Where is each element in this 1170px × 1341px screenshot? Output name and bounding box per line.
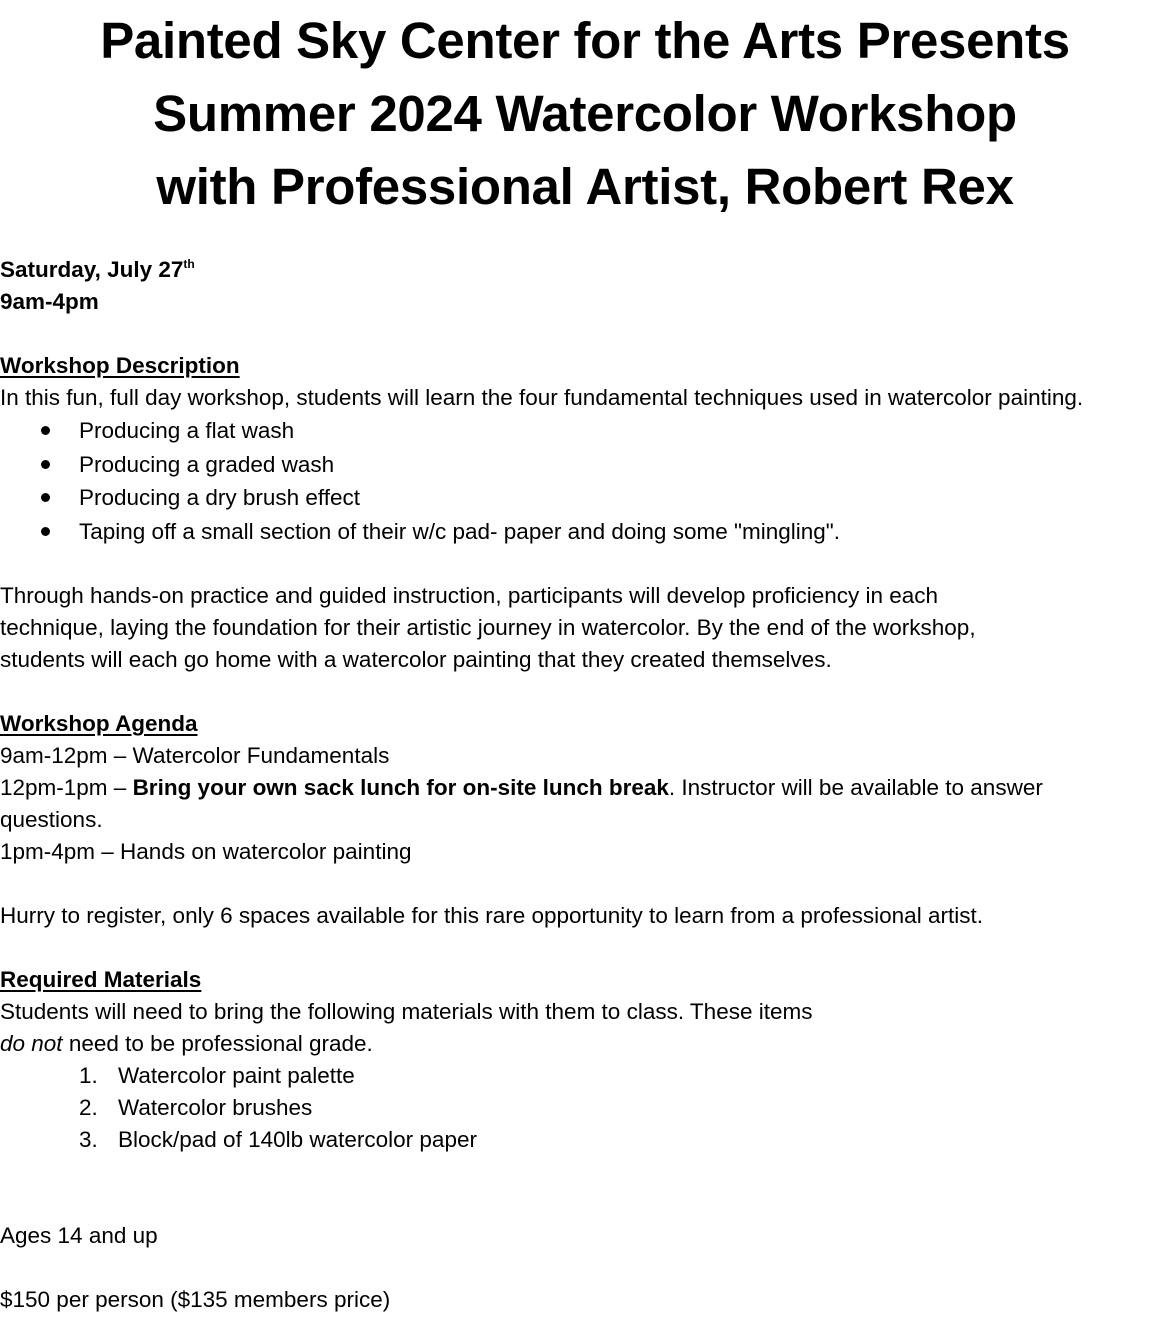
list-item-number: 3. bbox=[79, 1127, 98, 1152]
ages-note: Ages 14 and up bbox=[0, 1223, 158, 1248]
spacer bbox=[0, 548, 1165, 580]
agenda-item-rest: . Instructor will be available to answer bbox=[668, 775, 1043, 800]
event-date bbox=[0, 254, 1165, 286]
list-item-label: Watercolor brushes bbox=[118, 1095, 313, 1120]
description-paragraph-line: Through hands-on practice and guided instruction, participants will develop proficiency in each bbox=[0, 583, 939, 608]
list-item-label: Producing a dry brush effect bbox=[79, 485, 360, 510]
list-item-label: Taping off a small section of their w/c pad- paper and doing some "mingling". bbox=[79, 518, 840, 544]
description-intro: In this fun, full day workshop, students will learn the four fundamental techniques used in watercolor painting. bbox=[0, 385, 1084, 410]
agenda-item bbox=[0, 772, 1165, 804]
list-item-label: Producing a flat wash bbox=[79, 418, 295, 443]
event-date-text: Saturday, July 27 bbox=[0, 257, 184, 282]
list-item bbox=[0, 481, 1165, 515]
agenda-lunch-note: Bring your own sack lunch for on-site lunch break bbox=[132, 775, 669, 800]
list-item-label: Block/pad of 140lb watercolor paper bbox=[118, 1127, 477, 1152]
agenda-item: 9am-12pm – Watercolor Fundamentals bbox=[0, 743, 390, 768]
spacer bbox=[0, 676, 1165, 708]
materials-list bbox=[0, 1060, 1165, 1156]
bullet-icon bbox=[41, 527, 50, 536]
spacer bbox=[0, 1156, 1165, 1220]
list-item-number: 1. bbox=[79, 1063, 98, 1088]
title-line-3: with Professional Artist, Robert Rex bbox=[156, 158, 1014, 215]
bullet-icon bbox=[41, 460, 50, 469]
list-item bbox=[0, 1092, 1165, 1124]
materials-heading: Required Materials bbox=[0, 967, 202, 992]
list-item bbox=[0, 1060, 1165, 1092]
price-note: $150 per person ($135 members price) bbox=[0, 1287, 391, 1312]
agenda-heading: Workshop Agenda bbox=[0, 711, 198, 736]
list-item-label: Watercolor paint palette bbox=[118, 1063, 355, 1088]
materials-intro-line bbox=[0, 1028, 1165, 1060]
register-note: Hurry to register, only 6 spaces available for this rare opportunity to learn from a professional artist. bbox=[0, 903, 983, 928]
materials-intro-line: Students will need to bring the following materials with them to class. These items bbox=[0, 999, 813, 1024]
materials-intro-rest: need to be professional grade. bbox=[62, 1031, 373, 1056]
list-item bbox=[0, 414, 1165, 448]
bullet-icon bbox=[41, 493, 50, 502]
list-item bbox=[0, 515, 1165, 549]
title-line-1: Painted Sky Center for the Arts Presents bbox=[100, 12, 1070, 69]
agenda-item-continued: questions. bbox=[0, 807, 103, 832]
list-item bbox=[0, 1124, 1165, 1156]
agenda-item: 1pm-4pm – Hands on watercolor painting bbox=[0, 839, 412, 864]
description-paragraph-line: students will each go home with a watercolor painting that they created themselves. bbox=[0, 647, 832, 672]
document-body bbox=[0, 254, 1165, 1316]
list-item-label: Producing a graded wash bbox=[79, 451, 335, 477]
description-paragraph-line: technique, laying the foundation for their artistic journey in watercolor. By the end of the workshop, bbox=[0, 615, 976, 640]
event-time: 9am-4pm bbox=[0, 289, 99, 314]
list-item-number: 2. bbox=[79, 1095, 98, 1120]
materials-emphasis: do not bbox=[0, 1031, 63, 1056]
agenda-item-time: 12pm-1pm – bbox=[0, 775, 133, 800]
spacer bbox=[0, 318, 1165, 350]
bullet-icon bbox=[41, 426, 50, 435]
event-date-suffix: th bbox=[183, 257, 195, 271]
title-line-2: Summer 2024 Watercolor Workshop bbox=[153, 85, 1017, 142]
spacer bbox=[0, 868, 1165, 900]
spacer bbox=[0, 1252, 1165, 1284]
techniques-list bbox=[0, 414, 1165, 548]
list-item bbox=[0, 448, 1165, 482]
spacer bbox=[0, 932, 1165, 964]
description-heading: Workshop Description bbox=[0, 353, 240, 378]
document-title bbox=[0, 4, 1170, 223]
